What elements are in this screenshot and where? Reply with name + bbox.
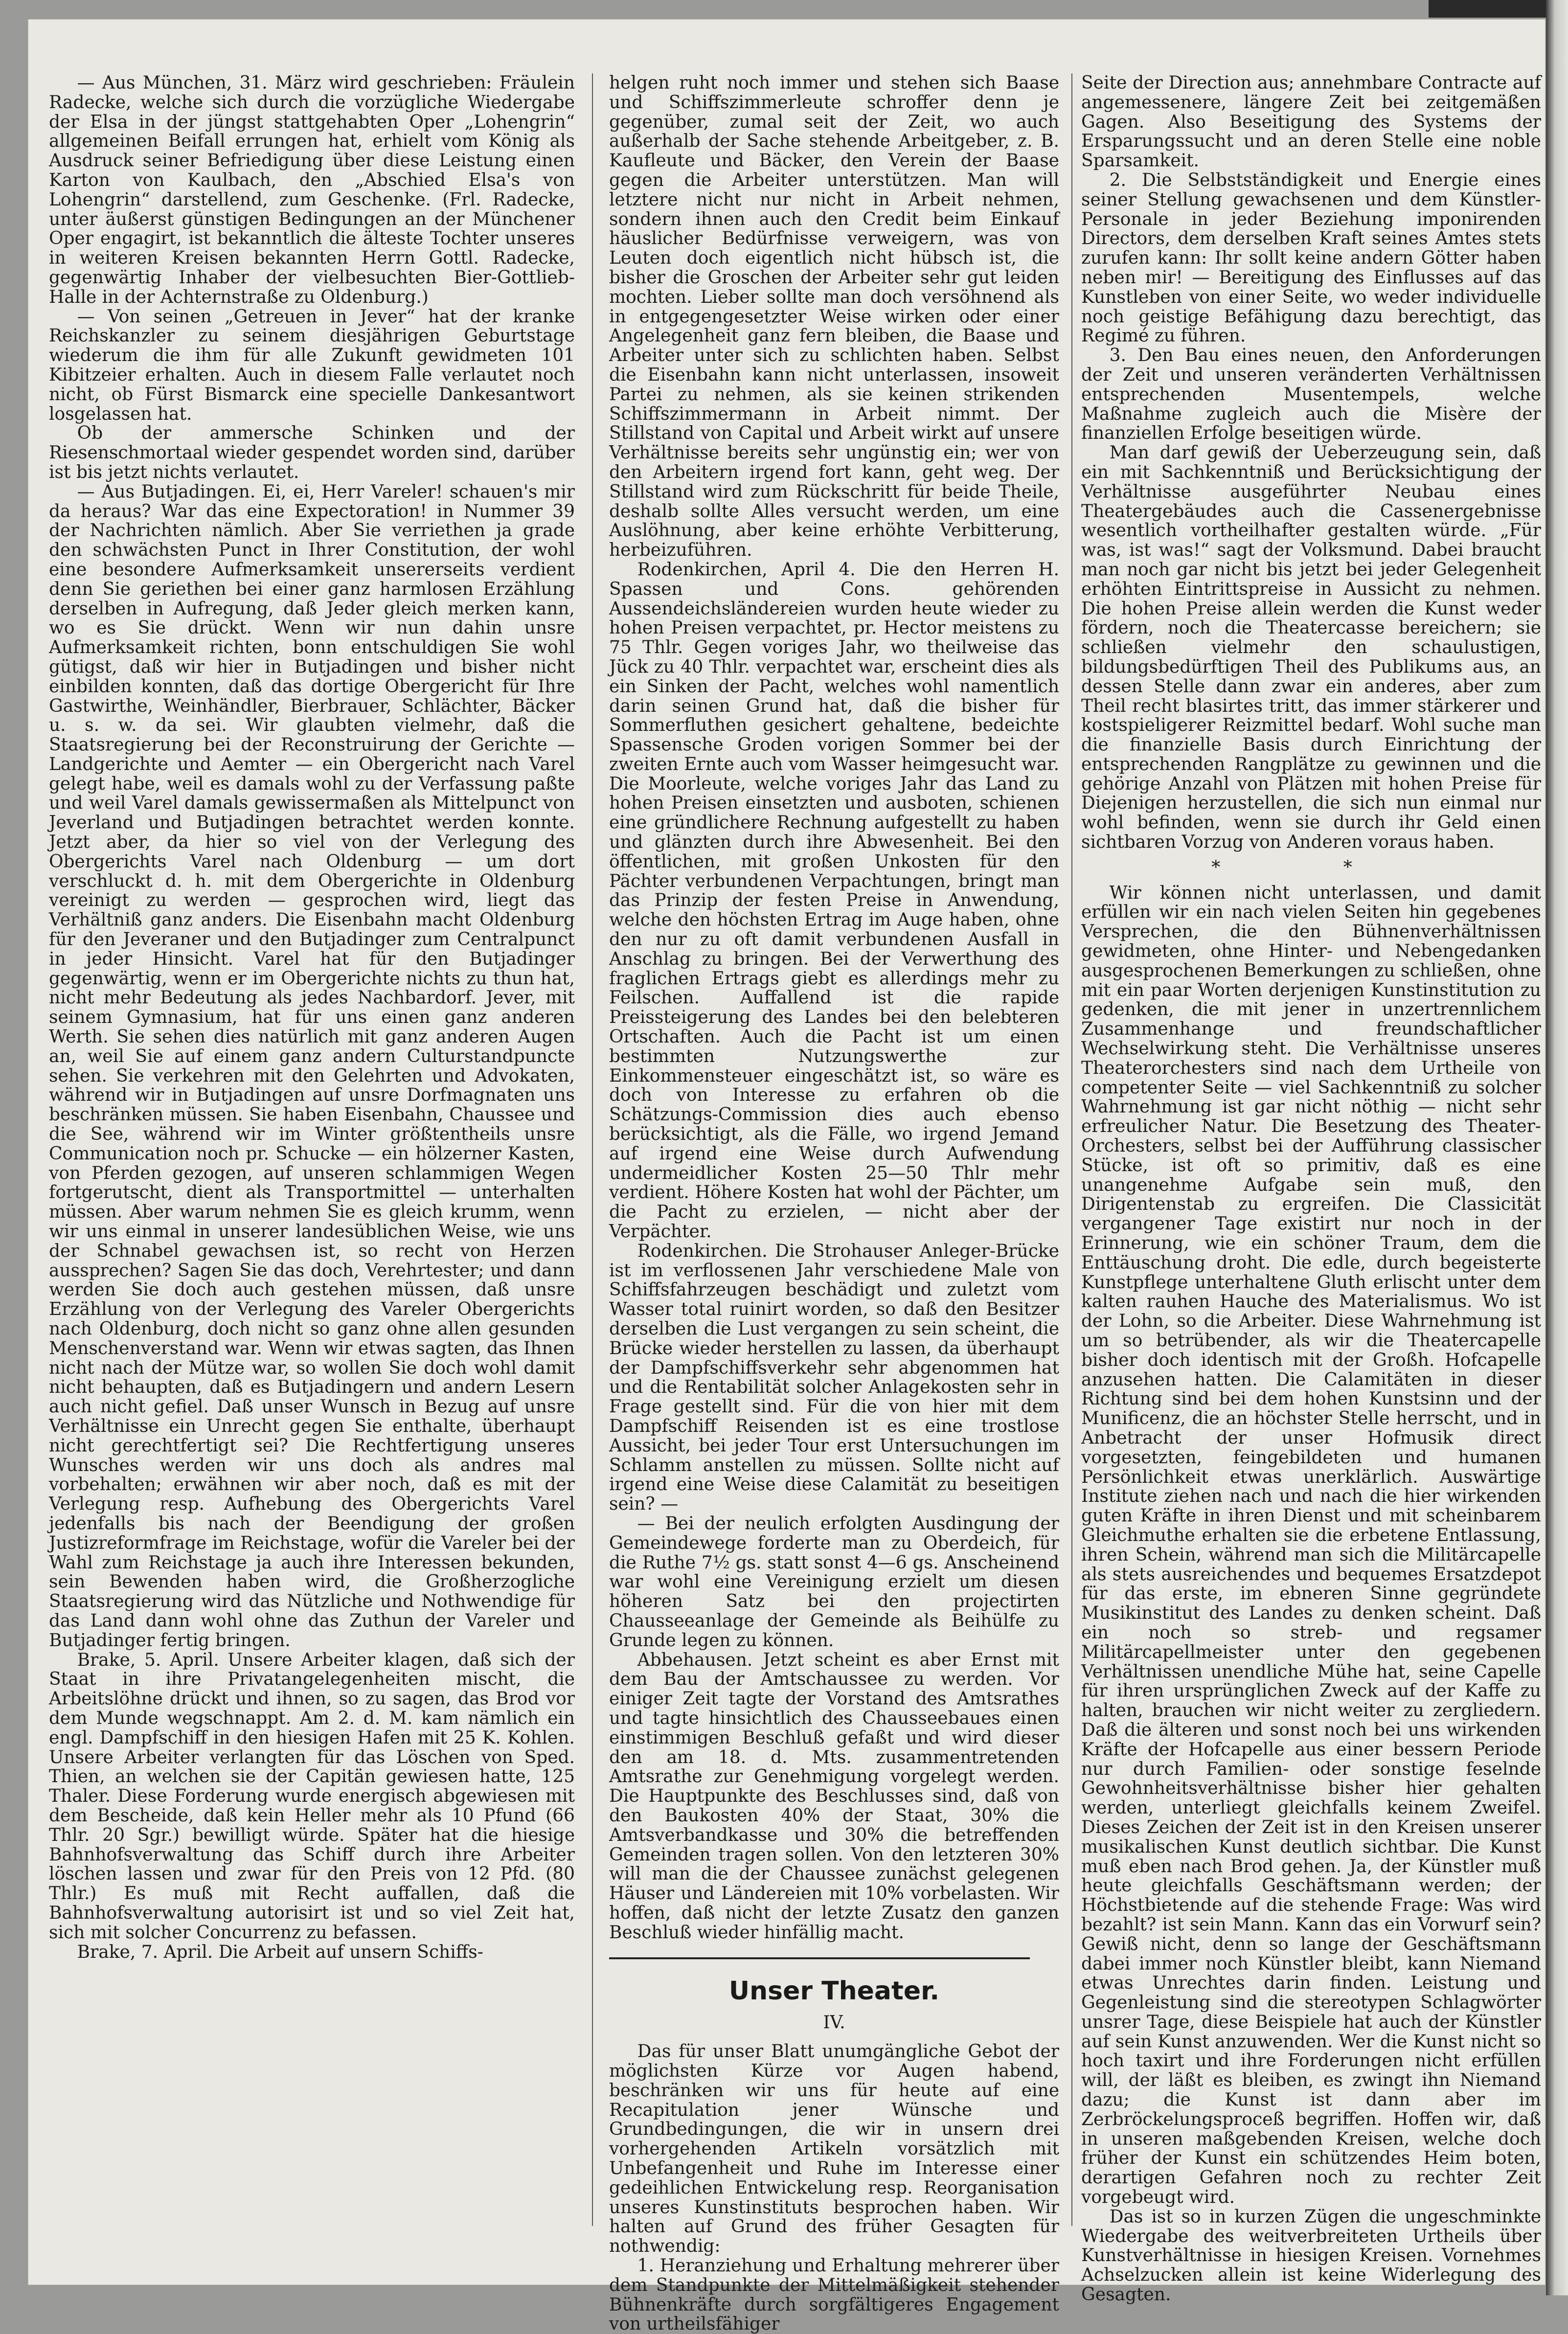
theater-point-1: 1. Heranziehung und Erhaltung mehrerer über dem Standpunkte der Mittelmäßigkeit stehender Bühnenkräfte durch sorgfältigeres Engagement von urtheilsfähiger — [609, 2256, 1059, 2334]
column-3 — [1081, 73, 1541, 2305]
article-rodenkirchen-pacht: Rodenkirchen, April 4. Die den Herren H. Spassen und Cons. gehörenden Aussendeichsländereien wurden heute wieder zu hohen Preisen verpachtet, pr. Hector meistens zu 75 Thlr. Gegen voriges Jahr, wo theilweise das Jück zu 40 Thlr. verpachtet war, erscheint dies als ein Sinken der Pacht, welches wohl namentlich darin seinen Grund hat, daß die bisher für Sommerfluthen gesichert gehaltene, bedeichte Spassensche Groden vorigen Sommer bei der zweiten Ernte auch vom Wasser heimgesucht war. Die Moorleute, welche voriges Jahr das Land zu hohen Preisen einsetzten und ausboten, schienen eine gründlichere Rechnung aufgestellt zu haben und glänzten durch ihre Abwesenheit. Bei den öffentlichen, mit großen Unkosten für den Pächter verbundenen Verpachtungen, bringt man das Prinzip der festen Preise in Anwendung, welche den höchsten Ertrag im Auge haben, ohne den nur zu oft damit verbundenen Ausfall in Anschlag zu bringen. Bei der Verwerthung des fraglichen Ertrags giebt es allerdings mehr zu Feilschen. Auffallend ist die rapide Preissteigerung des Landes bei den belebteren Ortschaften. Auch die Pacht ist um einen bestimmten Nutzungswerthe zur Einkommensteuer eingeschätzt ist, so wäre es doch von Interesse zu erfahren ob die Schätzungs-Commission dies auch ebenso berücksichtigt, als die Fälle, wo irgend Jemand auf irgend eine Weise durch Aufwendung undermeidlicher Kosten 25—50 Thlr mehr verdient. Höhere Kosten hat wohl der Pächter, um die Pacht zu erzielen, — nicht aber der Verpächter. — [609, 559, 1059, 1242]
article-brake-5: Brake, 5. April. Unsere Arbeiter klagen, daß sich der Staat in ihre Privatangelegenheiten mischt, die Arbeitslöhne drückt und ihnen, so zu sagen, das Brod vor dem Munde wegschnappt. Am 2. d. M. kam nämlich ein engl. Dampfschiff in den hiesigen Hafen mit 25 K. Kohlen. Unsere Arbeiter verlangten für das Löschen von Sped. Thien, an welchen sie der Capitän gewiesen hatte, 125 Thaler. Diese Forderung wurde energisch abgewiesen mit dem Bescheide, daß kein Heller mehr als 10 Pfund (66 Thlr. 20 Sgr.) bewilligt würde. Später hat die hiesige Bahnhofsverwaltung das Schiff durch ihre Arbeiter löschen lassen und zwar für den Preis von 12 Pfd. (80 Thlr.) Es muß mit Recht auffallen, daß die Bahnhofsverwaltung autorisirt ist und so viel Zeit hat, sich mit solcher Concurrenz zu befassen. — [49, 1650, 575, 1943]
article-rodenkirchen-bruecke: Rodenkirchen. Die Strohauser Anleger-Brücke ist im verflossenen Jahr verschiedene Male von Schiffsfahrzeugen beschädigt und zuletzt vom Wasser total ruinirt worden, so daß den Besitzer derselben die Lust vergangen zu sein scheint, die Brücke wieder herstellen zu lassen, da überhaupt der Dampfschiffsverkehr sehr abgenommen hat und die Rentabilität solcher Anlagekosten sehr in Frage gestellt sind. Für die von hier mit dem Dampfschiff Reisenden ist es eine trostlose Aussicht, bei jeder Tour erst Untersuchungen im Schlamm anstellen zu müssen. Sollte nicht auf irgend eine Weise diese Calamität zu beseitigen sein? — — [609, 1241, 1059, 1515]
scan-edge — [1546, 0, 1568, 2295]
section-part-number: IV. — [823, 2012, 845, 2033]
article-reichskanzler: — Von seinen „Getreuen in Jever“ hat der kranke Reichskanzler zu seinem diesjährigen Geburtstage wiederum die ihm für alle Zukunft gewidmeten 101 Kibitzeier erhalten. Auch in diesem Falle verlautet noch nicht, ob Fürst Bismarck eine specielle Dankesantwort losgelassen hat. — [49, 306, 575, 424]
section-rule — [609, 1957, 1030, 1959]
article-muenchen: — Aus München, 31. März wird geschrieben: Fräulein Radecke, welche sich durch die vorzügliche Wiedergabe der Elsa in der jüngst stattgehabten Oper „Lohengrin“ allgemeinen Beifall errungen hat, erhielt vom König als Ausdruck seiner Befriedigung über diese Leistung einen Karton von Kaulbach, den „Abschied Elsa's von Lohengrin“ darstellend, zum Geschenke. (Frl. Radecke, unter äußerst günstigen Bedingungen an der Münchener Oper engagirt, ist bekanntlich die älteste Tochter unseres in weiteren Kreisen bekannten Herrn Gottl. Radecke, gegenwärtig Inhaber der vielbesuchten Bier-Gottlieb-Halle in der Achternstraße zu Oldenburg.) — [49, 73, 575, 307]
theater-point-1-cont: Seite der Direction aus; annehmbare Contracte auf angemessenere, längere Zeit bei zeitgemäßen Gagen. Also Beseitigung des Systems der Ersparungssucht und an deren Stelle eine noble Sparsamkeit. — [1081, 73, 1541, 171]
theater-schluss: Das ist so in kurzen Zügen die ungeschminkte Wiedergabe des weitverbreiteten Urtheils über Kunstverhältnisse in hiesigen Kreisen. Vornehmes Achselzucken allein ist keine Widerlegung des Gesagten. — [1081, 2206, 1541, 2305]
column-divider — [592, 73, 593, 2226]
article-brake-7-cont: helgen ruht noch immer und stehen sich Baase und Schiffszimmerleute schroffer denn je gegenüber, zumal seit der Zeit, wo auch außerhalb der Sache stehende Arbeitgeber, z. B. Kaufleute und Bäcker, den Verein der Baase gegen die Arbeiter unterstützen. Man will letztere nicht nur nicht in Arbeit nehmen, sondern ihnen auch den Credit beim Einkauf häuslicher Bedürfnisse verweigern, was von Leuten doch eigentlich nicht hübsch ist, die bisher die Groschen der Arbeiter sehr gut leiden mochten. Lieber sollte man doch versöhnend als in entgegengesetzter Weise wirken oder einer Angelegenheit ganz fern bleiben, die Baase und Arbeiter unter sich zu schlichten haben. Selbst die Eisenbahn kann nicht unterlassen, insoweit Partei zu nehmen, als sie keinen strikenden Schiffszimmermann in Arbeit nimmt. Der Stillstand von Capital und Arbeit wirkt auf unsere Verhältnisse bereits sehr ungünstig ein; wer von den Arbeitern irgend fort kann, geht weg. Der Stillstand wird zum Rückschritt für beide Theile, deshalb sollte Alles versucht werden, um eine Auslöhnung, aber keine erhöhte Verbitterung, herbeizuführen. — [609, 73, 1059, 561]
theater-point-3: 3. Den Bau eines neuen, den Anforderungen der Zeit und unseren veränderten Verhältnissen entsprechenden Musentempels, welche Maßnahme zugleich auch die Misère der finanziellen Erfolge beseitigen würde. — [1081, 345, 1541, 444]
section-heading: Unser Theater. — [728, 1976, 940, 2006]
article-gemeindewege: — Bei der neulich erfolgten Ausdingung der Gemeindewege forderte man zu Oberdeich, für die Ruthe 7½ gs. statt sonst 4—6 gs. Anscheinend war wohl eine Vereinigung erzielt um diesen höheren Satz bei den projectirten Chausseeanlage der Gemeinde als Beihülfe zu Grunde legen zu können. — [609, 1513, 1059, 1651]
column-2 — [609, 73, 1059, 2334]
theater-orchester: Wir können nicht unterlassen, und damit erfüllen wir ein nach vielen Seiten hin gegebenes Versprechen, die den Bühnenverhältnissen gewidmeten, ohne Hinter- und Nebengedanken ausgesprochenen Bemerkungen zu schließen, ohne mit ein paar Worten derjenigen Kunstinstitution zu gedenken, die mit jener in unzertrennlichem Zusammenhange und freundschaftlicher Wechselwirkung steht. Die Verhältnisse unseres Theaterorchesters sind nach dem Urtheile von competenter Seite — viel Sachkenntniß zu solcher Wahrnehmung ist gar nicht nöthig — nicht sehr erfreulicher Natur. Die Besetzung des Theater-Orchesters, selbst bei der Aufführung classischer Stücke, ist oft so primitiv, daß es eine unangenehme Aufgabe sein muß, den Dirigentenstab zu ergreifen. Die Classicität vergangener Tage existirt nur noch in der Erinnerung, wie ein schöner Traum, dem die Enttäuschung droht. Die edle, durch begeisterte Kunstpflege unterhaltene Gluth erlischt unter dem kalten rauhen Hauche des Materialismus. Wo ist der Lohn, so die Arbeiter. Diese Wahrnehmung ist um so betrübender, als wir die Theatercapelle bisher doch identisch mit der Großh. Hofcapelle anzusehen hatten. Die Calamitäten in dieser Richtung sind bei dem hohen Kunstsinn und der Munificenz, die an höchster Stelle herrscht, und in Anbetracht der unser Hofmusik direct vorgesetzten, feingebildeten und humanen Persönlichkeit etwas unerklärlich. Auswärtige Institute ziehen nach und nach die hier wirkenden guten Kräfte in ihren Dienst und mit scheinbarem Gleichmuthe erhalten sie die erbetene Entlassung, ihren Schein, während man sich die Militärcapelle als stets ausreichendes und bequemes Ersatzdepot für das erste, im ebneren Sinne gegründete Musikinstitut des Landes zu denken scheint. Daß ein noch so streb- und regsamer Militärcapellmeister unter den gegebenen Verhältnissen unendliche Mühe hat, seine Capelle für ihren ursprünglichen Zweck auf der Kaffe zu halten, brauchen wir nicht weiter zu zergliedern. Daß die älteren und sonst noch bei uns wirkenden Kräfte der Hofcapelle aus einer bessern Periode nur durch Familien- oder sonstige feselnde Gewohnheitsverhältnisse bisher hier gehalten werden, unterliegt gleichfalls keinem Zweifel. Dieses Zeichen der Zeit ist in den Kreisen unserer musikalischen Kunst deutlich sichtbar. Die Kunst muß eben nach Brod gehen. Ja, der Künstler muß heute gleichfalls Geschäftsmann werden; der Höchstbietende auf die stehende Frage: Was wird bezahlt? ist sein Mann. Kann das ein Vorwurf sein? Gewiß nicht, denn so lange der Geschäftsmann dabei immer noch Künstler bleibt, kann Niemand etwas Unrechtes darin finden. Leistung und Gegenleistung sind die stereotypen Schlagwörter unsrer Tage, diese Beispiele hat auch der Künstler auf sein Kunst anzuwenden. Wer die Kunst nicht so hoch taxirt und ihre Forderungen nicht erfüllen will, der läßt es bleiben, es zwingt ihn Niemand dazu; die Kunst ist dann aber im Zerbröckelungsproceß begriffen. Hoffen wir, daß in unseren maßgebenden Kreisen, welche doch früher der Kunst ein schützendes Heim boten, derartigen Gefahren noch zu rechter Zeit vorgebeugt wird. — [1081, 883, 1541, 2208]
column-1 — [49, 73, 575, 2236]
article-butjadingen: — Aus Butjadingen. Ei, ei, Herr Vareler! schauen's mir da heraus? War das eine Expectoration! in Nummer 39 der Nachrichten nämlich. Aber Sie verriethen ja grade den schwächsten Punct in Ihrer Constitution, der wohl eine besondere Aufmerksamkeit unsererseits verdient denn Sie geriethen bei einer ganz harmlosen Erzählung derselben in Aufregung, daß Jeder gleich merken kann, wo es Sie drückt. Wenn wir nun dahin unsre Aufmerksamkeit richten, bonn entschuldigen Sie wohl gütigst, daß wir hier in Butjadingen und bisher nicht einbilden konnten, daß das dortige Obergericht für Ihre Gastwirthe, Weinhändler, Bierbrauer, Schlächter, Bäcker u. s. w. da sei. Wir glaubten vielmehr, daß die Staatsregierung bei der Reconstruirung der Gerichte — Landgerichte und Aemter — ein Obergericht nach Varel gelegt habe, weil es damals wohl zu der Verfassung paßte und weil Varel damals gewissermaßen als Mittelpunct von Jeverland und Butjadingen betrachtet werden konnte. Jetzt aber, da hier so viel von der Verlegung des Obergerichts Varel nach Oldenburg — um dort verschluckt d. h. mit dem Obergerichte in Oldenburg vereinigt zu werden — gesprochen wird, liegt das Verhältniß ganz anders. Die Eisenbahn macht Oldenburg für den Jeveraner und den Butjadinger zum Centralpunct in jeder Hinsicht. Varel hat für den Butjadinger gegenwärtig, wenn er im Obergerichte nichts zu thun hat, nicht mehr Bedeutung als jedes Nachbardorf. Jever, mit seinem Gymnasium, hat für uns einen ganz anderen Werth. Sie sehen dies natürlich mit ganz anderen Augen an, weil Sie auf einem ganz andern Culturstandpuncte sehen. Sie verkehren mit den Gelehrten und Advokaten, während wir in Butjadingen auf unsre Dorfmagnaten uns beschränken müssen. Sie haben Eisenbahn, Chaussee und die See, während wir im Winter größtentheils unsre Communication noch pr. Schucke — ein hölzerner Kasten, von Pferden gezogen, auf unseren schlammigen Wegen fortgerutscht, dient als Transportmittel — unterhalten müssen. Aber warum nehmen Sie es gleich krumm, wenn wir uns einmal in unserer landesüblichen Weise, wie uns der Schnabel gewachsen ist, so recht von Herzen aussprechen? Sagen Sie das doch, Verehrtester; und dann werden Sie doch auch gestehen müssen, daß unsre Erzählung von der Verlegung des Vareler Obergerichts nach Oldenburg, doch nicht so ganz ohne allen gesunden Menschenverstand war. Wenn wir etwas sagten, das Ihnen nicht nach der Mütze war, so wollen Sie doch wohl damit nicht behaupten, daß es Butjadingern und andern Lesern auch nicht gefiel. Daß unser Wunsch in Bezug auf unsre Verhältnisse ein Unrecht gegen Sie enthalte, überhaupt nicht gerechtfertigt sei? Die Rechtfertigung unseres Wunsches werden wir uns doch als andres mal vorbehalten; erwähnen wir aber noch, daß es mit der Verlegung resp. Aufhebung des Obergerichts Varel jedenfalls bis nach der Beendigung der großen Justizreformfrage im Reichstage, wofür die Vareler bei der Wahl zum Reichstage ja auch ihre Interessen bekunden, sein Bewenden haben wird, die Großherzogliche Staatsregierung wird das Nützliche und Nothwendige für das Land dann wohl ohne das Zuthun der Vareler und Butjadinger fertig bringen. — [49, 481, 575, 1651]
theater-point-2: 2. Die Selbstständigkeit und Energie eines seiner Stellung gewachsenen und dem Künstler-Personale in jeder Beziehung imponirenden Directors, dem derselben Kraft seines Amtes stets zurufen kann: Ihr sollt keine andern Götter haben neben mir! — Bereitigung des Einflusses auf das Kunstleben von einer Seite, wo weder individuelle noch geistige Befähigung dazu berechtigt, das Regimé zu führen. — [1081, 170, 1541, 346]
article-schinken: Ob der ammersche Schinken und der Riesenschmortaal wieder gespendet worden sind, darüber ist bis jetzt nichts verlautet. — [49, 423, 575, 482]
article-brake-7: Brake, 7. April. Die Arbeit auf unsern Schiffs- — [77, 1942, 483, 1962]
theater-neubau: Man darf gewiß der Ueberzeugung sein, daß ein mit Sachkenntniß und Berücksichtigung der Verhältnisse ausgeführter Neubau eines Theatergebäudes auch die Cassenergebnisse wesentlich vortheilhafter gestalten würde. „Für was, ist was!“ sagt der Volksmund. Dabei braucht man noch gar nicht bis jetzt bei jeder Gelegenheit erhöhten Eintrittspreise in Aussicht zu nehmen. Die hohen Preise allein werden die Kunst weder fördern, noch die Theatercasse bereichern; sie schließen vielmehr den schaulustigen, bildungsbedürftigen Theil des Publikums aus, an dessen Stelle dann zwar ein anderes, aber zum Theil recht blasirtes tritt, das immer stärkerer und kostspieligerer Reizmittel bedarf. Wohl suche man die finanzielle Basis durch Einrichtung der entsprechenden Rangplätze zu gewinnen und die gehörige Anzahl von Plätzen mit hohen Preise für Diejenigen herzustellen, die sich nun einmal nur wohl befinden, wenn sie durch ihr Geld einen sichtbaren Vorzug von Anderen voraus haben. — [1081, 443, 1541, 853]
column-divider — [1071, 73, 1072, 2226]
section-separator-stars: * * — [1211, 857, 1411, 878]
theater-intro: Das für unser Blatt unumgängliche Gebot der möglichsten Kürze vor Augen habend, beschränken wir uns für heute auf eine Recapitulation jener Wünsche und Grundbedingungen, die wir in unsern drei vorhergehenden Artikeln vorsätzlich mit Unbefangenheit und Ruhe im Interesse einer gedeihlichen Entwickelung resp. Reorganisation unseres Kunstinstituts besprochen haben. Wir halten auf Grund des früher Gesagten für nothwendig: — [609, 2041, 1059, 2257]
article-abbehausen: Abbehausen. Jetzt scheint es aber Ernst mit dem Bau der Amtschaussee zu werden. Vor einiger Zeit tagte der Vorstand des Amtsrathes und tagte hinsichtlich des Chausseebaues einen einstimmigen Beschluß gefaßt und wird dieser den am 18. d. Mts. zusammentretenden Amtsrathe zur Genehmigung vorgelegt werden. Die Hauptpunkte des Beschlusses sind, daß von den Baukosten 40% der Staat, 30% die Amtsverbandkasse und 30% die betreffenden Gemeinden tragen sollen. Von den letzteren 30% will man die der Chaussee zunächst gelegenen Häuser und Ländereien mit 10% vorbelasten. Wir hoffen, daß nicht der letzte Zusatz den ganzen Beschluß wieder hinfällig macht. — [609, 1650, 1059, 1943]
